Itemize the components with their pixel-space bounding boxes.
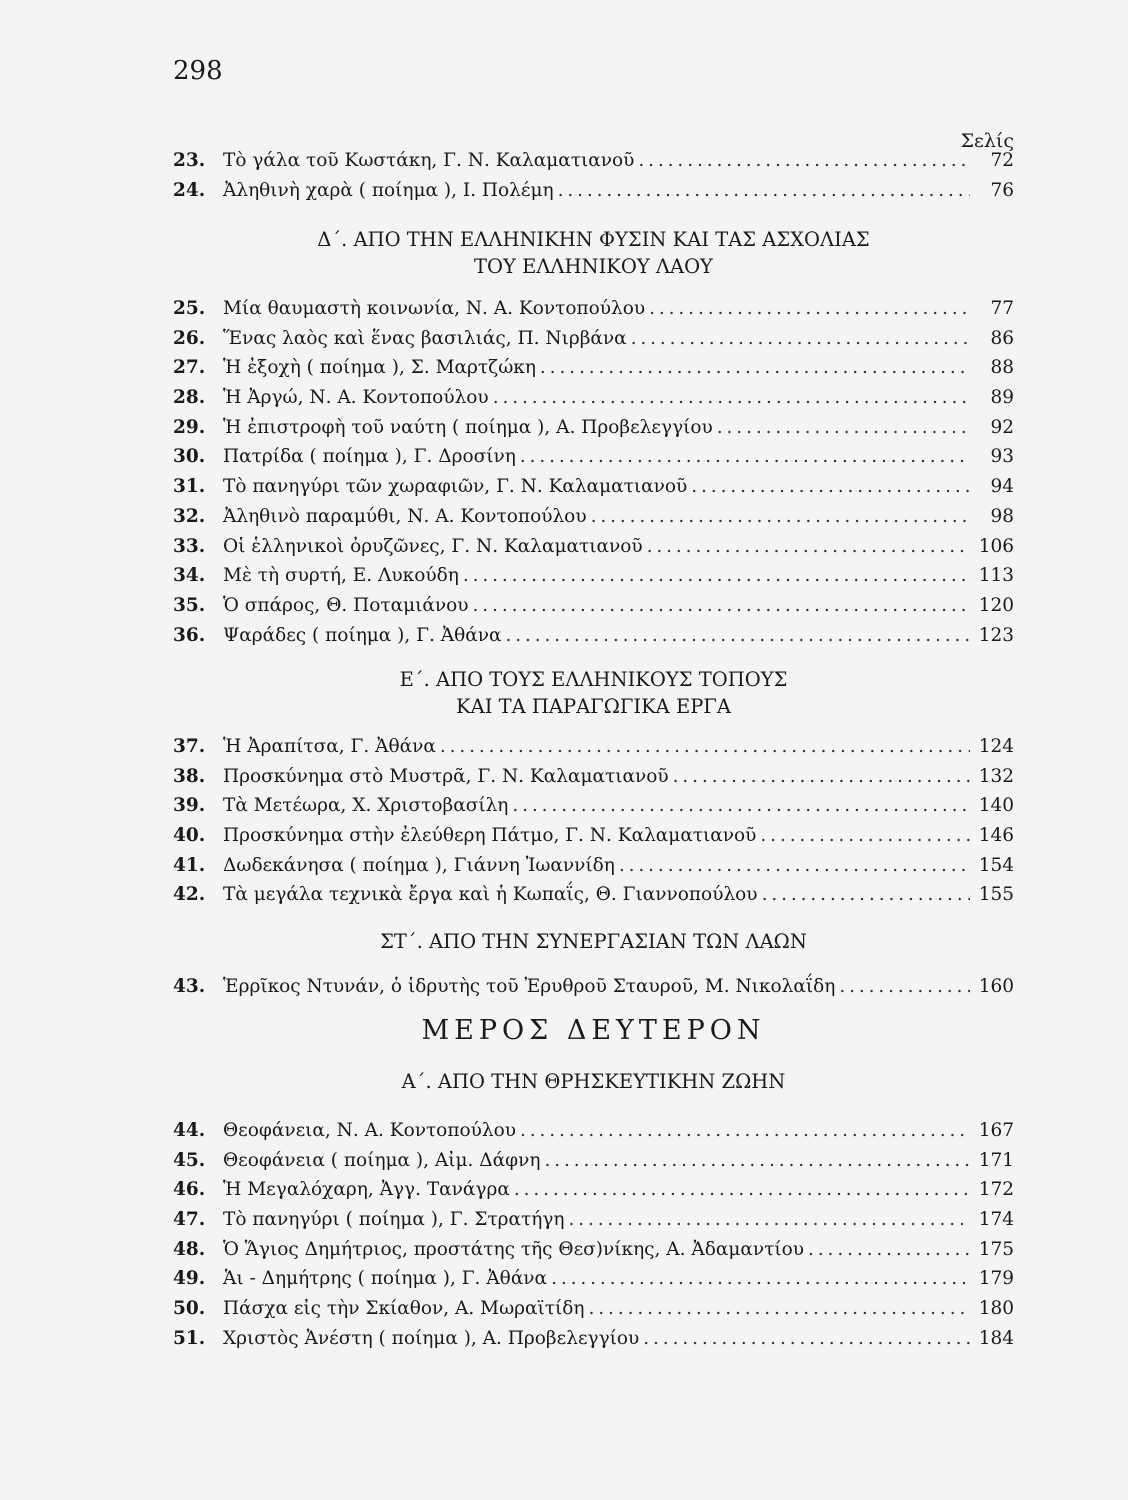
entry-number: 26. bbox=[173, 327, 206, 349]
entry-title: Τὸ γάλα τοῦ Κωστάκη, Γ. Ν. Καλαματιανοῦ bbox=[223, 150, 635, 171]
entry-title: Ἀληθινὸ παραμύθι, Ν. Α. Κοντοπούλου bbox=[223, 505, 587, 527]
toc-entry bbox=[173, 621, 1014, 651]
section-heading-line: ΚΑΙ ΤΑ ΠΑΡΑΓΩΓΙΚΑ ΕΡΓΑ bbox=[456, 695, 731, 718]
entry-page: 113 bbox=[978, 565, 1014, 587]
entry-title: Οἱ ἑλληνικοὶ ὀρυζῶνες, Γ. Ν. Καλαματιανοῦ bbox=[223, 535, 643, 557]
entry-page: 174 bbox=[978, 1209, 1014, 1231]
entry-number: 30. bbox=[173, 446, 206, 468]
toc-entry bbox=[173, 791, 1014, 821]
entry-title: Ἁι - Δημήτρης ( ποίημα ), Γ. Ἀθάνα bbox=[223, 1268, 548, 1290]
entry-number: 27. bbox=[173, 357, 206, 379]
entry-page: 123 bbox=[978, 624, 1014, 646]
toc-entry bbox=[173, 1264, 1014, 1294]
entry-title: Μία θαυμαστὴ κοινωνία, Ν. Α. Κοντοπούλου bbox=[223, 298, 646, 319]
toc-entry bbox=[173, 591, 1014, 621]
entry-page: 94 bbox=[990, 476, 1014, 498]
entry-page: 179 bbox=[978, 1268, 1014, 1290]
entry-title: Ἑρρῖκος Ντυνάν, ὁ ἱδρυτὴς τοῦ Ἐρυθροῦ Σταυροῦ, Μ. Νικολαΐδη bbox=[223, 976, 836, 997]
toc-entry bbox=[173, 1235, 1014, 1265]
entry-number: 35. bbox=[173, 594, 206, 616]
entry-title: Θεοφάνεια, Ν. Α. Κοντοπούλου bbox=[223, 1120, 516, 1141]
dot-leader bbox=[647, 532, 970, 562]
entry-number: 34. bbox=[173, 565, 206, 587]
entry-number: 45. bbox=[173, 1149, 206, 1171]
entry-title: Χριστὸς Ἀνέστη ( ποίημα ), Α. Προβελεγγίου bbox=[223, 1327, 640, 1349]
dot-leader bbox=[762, 880, 970, 910]
dot-leader bbox=[760, 821, 970, 851]
entry-title: Τὰ μεγάλα τεχνικὰ ἔργα καὶ ἡ Κωπαΐς, Θ. Γιαννοπούλου bbox=[223, 884, 758, 906]
toc-entry bbox=[173, 353, 1014, 383]
toc-entry bbox=[173, 146, 1014, 176]
dot-leader bbox=[643, 1324, 970, 1354]
entry-title: Δωδεκάνησα ( ποίημα ), Γιάννη Ἰωαννίδη bbox=[223, 854, 615, 876]
entry-page: 72 bbox=[990, 150, 1014, 171]
dot-leader bbox=[463, 561, 970, 591]
dot-leader bbox=[520, 442, 970, 472]
dot-leader bbox=[514, 1175, 970, 1205]
entry-title: Ὁ Ἅγιος Δημήτριος, προστάτης τῆς Θεσ)νίκης, Α. Ἀδαμαντίου bbox=[223, 1238, 805, 1260]
entry-number: 24. bbox=[173, 179, 206, 201]
entry-title: Ἡ ἐξοχὴ ( ποίημα ), Σ. Μαρτζώκη bbox=[223, 357, 536, 379]
toc-entry bbox=[173, 732, 1014, 762]
entry-page: 154 bbox=[978, 854, 1014, 876]
entry-number: 38. bbox=[173, 765, 206, 787]
entry-page: 184 bbox=[978, 1327, 1014, 1349]
entry-title: Προσκύνημα στὴν ἐλεύθερη Πάτμο, Γ. Ν. Καλαματιανοῦ bbox=[223, 825, 757, 847]
dot-leader bbox=[551, 1264, 970, 1294]
entry-page: 160 bbox=[978, 976, 1014, 997]
dot-leader bbox=[544, 1146, 970, 1176]
toc-entry bbox=[173, 532, 1014, 562]
entry-page: 120 bbox=[978, 594, 1014, 616]
toc-block-4 bbox=[173, 972, 1014, 1002]
entry-page: 140 bbox=[978, 795, 1014, 817]
toc-entry bbox=[173, 561, 1014, 591]
entry-title: Ἡ Ἀραπίτσα, Γ. Ἀθάνα bbox=[223, 736, 436, 757]
dot-leader bbox=[473, 591, 970, 621]
dot-leader bbox=[558, 176, 970, 206]
section-heading-a: Α΄. ΑΠΟ ΤΗΝ ΘΡΗΣΚΕΥΤΙΚΗΝ ΖΩΗΝ bbox=[401, 1070, 786, 1093]
entry-page: 77 bbox=[990, 298, 1014, 319]
entry-page: 93 bbox=[990, 446, 1014, 468]
toc-entry bbox=[173, 1205, 1014, 1235]
entry-number: 41. bbox=[173, 854, 206, 876]
entry-number: 42. bbox=[173, 884, 206, 906]
toc-entry bbox=[173, 1294, 1014, 1324]
entry-page: 86 bbox=[990, 327, 1014, 349]
entry-title: Πάσχα εἰς τὴν Σκίαθον, Α. Μωραϊτίδη bbox=[223, 1298, 585, 1320]
entry-title: Ψαράδες ( ποίημα ), Γ. Ἀθάνα bbox=[223, 624, 502, 646]
dot-leader bbox=[638, 146, 970, 176]
entry-title: Τὸ πανηγύρι ( ποίημα ), Γ. Στρατήγη bbox=[223, 1209, 565, 1231]
dot-leader bbox=[589, 1294, 970, 1324]
entry-title: Προσκύνημα στὸ Μυστρᾶ, Γ. Ν. Καλαματιανοῦ bbox=[223, 765, 669, 787]
entry-number: 40. bbox=[173, 825, 206, 847]
entry-page: 106 bbox=[978, 535, 1014, 557]
dot-leader bbox=[540, 353, 970, 383]
entry-page: 132 bbox=[978, 765, 1014, 787]
section-heading-line: ΤΟΥ ΕΛΛΗΝΙΚΟΥ ΛΑΟΥ bbox=[474, 255, 713, 278]
entry-number: 37. bbox=[173, 736, 206, 757]
entry-number: 33. bbox=[173, 535, 206, 557]
toc-entry bbox=[173, 1324, 1014, 1354]
entry-number: 51. bbox=[173, 1327, 206, 1349]
dot-leader bbox=[691, 472, 970, 502]
entry-page: 146 bbox=[978, 825, 1014, 847]
entry-number: 23. bbox=[173, 150, 206, 171]
toc-entry bbox=[173, 413, 1014, 443]
entry-number: 39. bbox=[173, 795, 206, 817]
toc-entry bbox=[173, 324, 1014, 354]
toc-entry bbox=[173, 176, 1014, 206]
section-heading-line: Ε΄. ΑΠΟ ΤΟΥΣ ΕΛΛΗΝΙΚΟΥΣ ΤΟΠΟΥΣ bbox=[399, 668, 788, 691]
dot-leader bbox=[808, 1235, 970, 1265]
entry-number: 49. bbox=[173, 1268, 206, 1290]
entry-page: 172 bbox=[978, 1179, 1014, 1201]
entry-page: 180 bbox=[978, 1298, 1014, 1320]
dot-leader bbox=[631, 324, 970, 354]
part-two-heading: ΜΕΡΟΣ ΔΕΥΤΕΡΟΝ bbox=[421, 1015, 766, 1046]
toc-entry bbox=[173, 1175, 1014, 1205]
entry-title: Ἡ Μεγαλόχαρη, Ἀγγ. Τανάγρα bbox=[223, 1179, 510, 1201]
entry-title: Πατρίδα ( ποίημα ), Γ. Δροσίνη bbox=[223, 446, 516, 468]
entry-number: 36. bbox=[173, 624, 206, 646]
toc-block-2 bbox=[173, 294, 1014, 650]
entry-number: 32. bbox=[173, 505, 206, 527]
entry-page: 76 bbox=[990, 179, 1014, 201]
toc-entry bbox=[173, 294, 1014, 324]
entry-title: Τὸ πανηγύρι τῶν χωραφιῶν, Γ. Ν. Καλαματιανοῦ bbox=[223, 476, 688, 498]
dot-leader bbox=[673, 762, 970, 792]
toc-entry bbox=[173, 1116, 1014, 1146]
dot-leader bbox=[512, 791, 970, 821]
entry-page: 175 bbox=[978, 1238, 1014, 1260]
entry-number: 50. bbox=[173, 1298, 206, 1320]
dot-leader bbox=[493, 383, 970, 413]
section-heading-line: Δ΄. ΑΠΟ ΤΗΝ ΕΛΛΗΝΙΚΗΝ ΦΥΣΙΝ ΚΑΙ ΤΑΣ ΑΣΧΟΛΙΑΣ bbox=[317, 228, 870, 251]
toc-entry bbox=[173, 762, 1014, 792]
entry-page: 89 bbox=[990, 387, 1014, 409]
entry-page: 92 bbox=[990, 416, 1014, 438]
entry-title: Ἡ ἐπιστροφὴ τοῦ ναύτη ( ποίημα ), Α. Προβελεγγίου bbox=[223, 416, 713, 438]
toc-entry bbox=[173, 972, 1014, 1002]
entry-page: 124 bbox=[978, 736, 1014, 757]
section-heading-d bbox=[173, 226, 1014, 280]
entry-page: 171 bbox=[978, 1149, 1014, 1171]
dot-leader bbox=[649, 294, 970, 324]
toc-entry bbox=[173, 472, 1014, 502]
section-heading-e bbox=[173, 666, 1014, 720]
toc-entry bbox=[173, 442, 1014, 472]
entry-number: 31. bbox=[173, 476, 206, 498]
toc-block-1 bbox=[173, 146, 1014, 205]
toc-entry bbox=[173, 502, 1014, 532]
entry-title: Ὁ σπάρος, Θ. Ποταμιάνου bbox=[223, 594, 469, 616]
entry-page: 155 bbox=[978, 884, 1014, 906]
toc-entry bbox=[173, 851, 1014, 881]
dot-leader bbox=[569, 1205, 970, 1235]
toc-block-3 bbox=[173, 732, 1014, 910]
entry-number: 44. bbox=[173, 1120, 206, 1141]
entry-title: Ἡ Ἀργώ, Ν. Α. Κοντοπούλου bbox=[223, 387, 489, 409]
entry-page: 167 bbox=[978, 1120, 1014, 1141]
entry-title: Ἀληθινὴ χαρὰ ( ποίημα ), Ι. Πολέμη bbox=[223, 179, 554, 201]
toc-entry bbox=[173, 821, 1014, 851]
entry-title: Μὲ τὴ συρτή, Ε. Λυκούδη bbox=[223, 565, 459, 587]
column-header: Σελίς bbox=[960, 130, 1014, 152]
entry-number: 28. bbox=[173, 387, 206, 409]
page-number: 298 bbox=[173, 56, 223, 86]
dot-leader bbox=[717, 413, 970, 443]
dot-leader bbox=[591, 502, 970, 532]
toc-entry bbox=[173, 880, 1014, 910]
entry-title: Ἕνας λαὸς καὶ ἕνας βασιλιάς, Π. Νιρβάνα bbox=[223, 327, 627, 349]
dot-leader bbox=[619, 851, 970, 881]
entry-page: 88 bbox=[990, 357, 1014, 379]
toc-entry bbox=[173, 1146, 1014, 1176]
dot-leader bbox=[440, 732, 970, 762]
entry-number: 47. bbox=[173, 1209, 206, 1231]
entry-page: 98 bbox=[990, 505, 1014, 527]
entry-title: Τὰ Μετέωρα, Χ. Χριστοβασίλη bbox=[223, 795, 509, 817]
dot-leader bbox=[506, 621, 971, 651]
entry-number: 25. bbox=[173, 298, 206, 319]
section-heading-st: ΣΤ΄. ΑΠΟ ΤΗΝ ΣΥΝΕΡΓΑΣΙΑΝ ΤΩΝ ΛΑΩΝ bbox=[380, 930, 807, 953]
entry-number: 43. bbox=[173, 976, 206, 997]
entry-number: 46. bbox=[173, 1179, 206, 1201]
toc-entry bbox=[173, 383, 1014, 413]
toc-block-5 bbox=[173, 1116, 1014, 1354]
entry-number: 48. bbox=[173, 1238, 206, 1260]
entry-title: Θεοφάνεια ( ποίημα ), Αἰμ. Δάφνη bbox=[223, 1149, 541, 1171]
entry-number: 29. bbox=[173, 416, 206, 438]
dot-leader bbox=[520, 1116, 970, 1146]
dot-leader bbox=[839, 972, 970, 1002]
